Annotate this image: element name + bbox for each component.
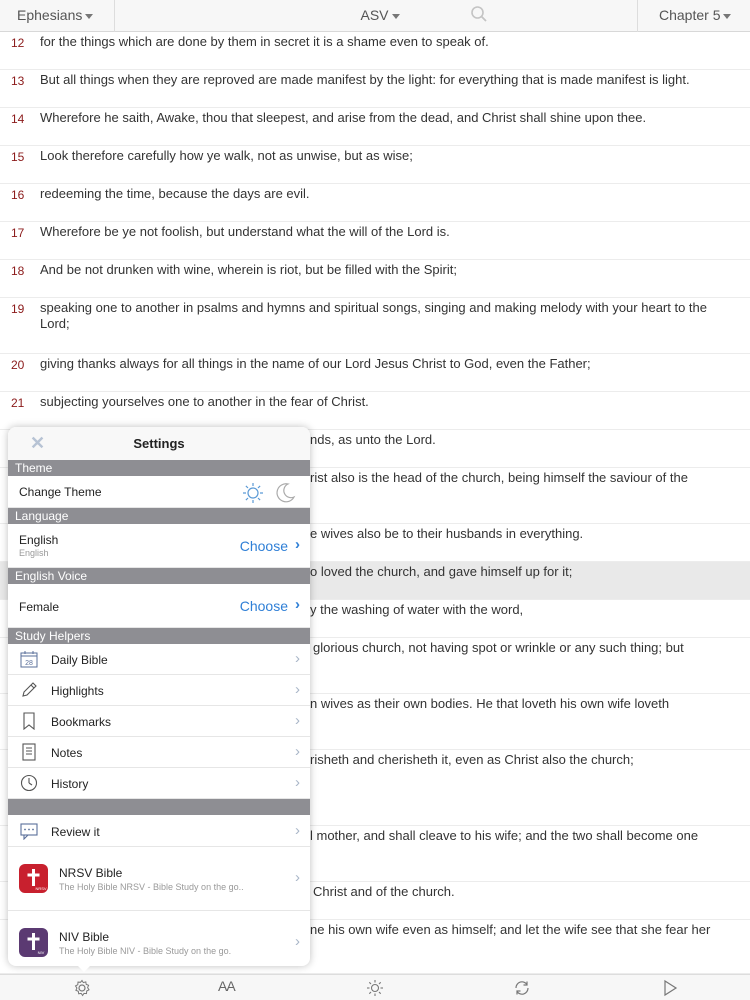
verse-row[interactable]	[0, 392, 750, 430]
bookmarks-row[interactable]	[8, 706, 310, 737]
daily-bible-label: Daily Bible	[51, 653, 108, 667]
chevron-down-icon	[85, 14, 93, 19]
language-label: English	[19, 533, 59, 547]
chapter-selector[interactable]	[637, 0, 750, 32]
popover-arrow	[76, 964, 92, 972]
calendar-day: 28	[25, 660, 33, 667]
verse-number: 17	[11, 226, 25, 240]
cross-icon	[19, 864, 48, 893]
chevron-right-icon: ›	[295, 822, 300, 839]
verse-text: l mother, and shall cleave to his wife; and the two shall become one	[310, 828, 699, 843]
section-theme: Theme	[8, 460, 310, 476]
moon-icon[interactable]	[274, 482, 296, 504]
version-selector[interactable]	[340, 0, 420, 32]
cross-icon	[19, 928, 48, 957]
notes-label: Notes	[51, 746, 83, 760]
verse-number: 15	[11, 150, 25, 164]
play-icon[interactable]	[662, 979, 678, 997]
section-language: Language	[8, 508, 310, 524]
pencil-icon	[20, 681, 38, 699]
chevron-right-icon: ›	[295, 712, 300, 729]
voice-row[interactable]	[8, 584, 310, 628]
history-row[interactable]	[8, 768, 310, 799]
verse-row[interactable]	[0, 146, 750, 184]
verse-text: And be not drunken with wine, wherein is riot, but be filled with the Spirit;	[40, 262, 457, 277]
app-row-nrsv[interactable]	[8, 847, 310, 911]
close-icon[interactable]: ✕	[30, 433, 46, 453]
niv-title: NIV Bible	[59, 930, 110, 944]
verse-number: 16	[11, 188, 25, 202]
verse-row[interactable]	[0, 184, 750, 222]
verse-text: glorious church, not having spot or wrinkle or any such thing; but	[313, 640, 684, 655]
verse-text: Christ and of the church.	[313, 884, 455, 899]
chevron-right-icon: ›	[295, 650, 300, 667]
verse-text: n wives as their own bodies. He that loveth his own wife loveth	[310, 696, 670, 711]
verse-number: 18	[11, 264, 25, 278]
verse-row[interactable]	[0, 108, 750, 146]
verse-row[interactable]	[0, 260, 750, 298]
nrsv-badge: NRSV	[35, 886, 47, 891]
daily-bible-row[interactable]	[8, 644, 310, 675]
bottom-toolbar	[0, 974, 750, 1000]
verse-row[interactable]	[0, 298, 750, 354]
niv-bible-icon	[19, 928, 48, 957]
notes-icon	[20, 743, 38, 761]
verse-text: rist also is the head of the church, being himself the saviour of the	[310, 470, 688, 485]
bookmarks-label: Bookmarks	[51, 715, 112, 729]
clock-icon	[20, 774, 38, 792]
verse-text: giving thanks always for all things in the name of our Lord Jesus Christ to God, even the Father;	[40, 356, 591, 371]
version-label: ASV	[360, 7, 389, 23]
calendar-icon	[20, 650, 38, 668]
verse-text: Look therefore carefully how ye walk, not as unwise, but as wise;	[40, 148, 413, 163]
settings-header	[8, 427, 310, 460]
book-selector[interactable]	[0, 0, 115, 32]
section-voice: English Voice	[8, 568, 310, 584]
section-study-helpers: Study Helpers	[8, 628, 310, 644]
chevron-right-icon: ›	[295, 596, 300, 613]
verse-text: o loved the church, and gave himself up for it;	[310, 564, 573, 579]
notes-row[interactable]	[8, 737, 310, 768]
chevron-right-icon: ›	[295, 869, 300, 886]
highlights-label: Highlights	[51, 684, 104, 698]
chapter-label: Chapter 5	[659, 7, 721, 23]
chevron-right-icon: ›	[295, 774, 300, 791]
verse-number: 21	[11, 396, 25, 410]
book-label: Ephesians	[17, 7, 83, 23]
font-size-button[interactable]: AA	[218, 978, 235, 994]
verse-text: nds, as unto the Lord.	[310, 432, 436, 447]
settings-title: Settings	[133, 436, 185, 451]
verse-text: ne his own wife even as himself; and let the wife see that she fear her	[310, 922, 711, 937]
verse-text: e wives also be to their husbands in everything.	[310, 526, 584, 541]
niv-subtitle: The Holy Bible NIV - Bible Study on the go.	[59, 946, 232, 956]
verse-number: 14	[11, 112, 25, 126]
verse-row[interactable]	[0, 70, 750, 108]
niv-badge: NIV	[37, 950, 45, 955]
verse-text: Wherefore he saith, Awake, thou that sleepest, and arise from the dead, and Christ shall shine upon thee.	[40, 110, 647, 125]
sun-icon[interactable]	[242, 482, 264, 504]
chevron-down-icon	[392, 14, 400, 19]
app-row-niv[interactable]	[8, 911, 310, 966]
verse-text: risheth and cherisheth it, even as Christ also the church;	[310, 752, 634, 767]
brightness-icon[interactable]	[366, 979, 384, 997]
highlights-row[interactable]	[8, 675, 310, 706]
verse-row[interactable]	[0, 222, 750, 260]
verse-row[interactable]	[0, 354, 750, 392]
chevron-right-icon: ›	[295, 743, 300, 760]
verse-text: subjecting yourselves one to another in the fear of Christ.	[40, 394, 369, 409]
verse-row[interactable]	[0, 32, 750, 70]
change-theme-row	[8, 476, 310, 508]
language-choose[interactable]: Choose	[239, 538, 288, 554]
sync-icon[interactable]	[513, 979, 531, 997]
voice-choose[interactable]: Choose	[239, 598, 288, 614]
review-label: Review it	[51, 825, 100, 839]
nrsv-subtitle: The Holy Bible NRSV - Bible Study on the go..	[59, 882, 244, 892]
chevron-down-icon	[723, 14, 731, 19]
nrsv-bible-icon	[19, 864, 48, 893]
verse-number: 20	[11, 358, 25, 372]
verse-number: 19	[11, 302, 25, 316]
nrsv-title: NRSV Bible	[59, 866, 123, 880]
review-row[interactable]	[8, 815, 310, 847]
language-sub: English	[19, 548, 49, 558]
verse-number: 13	[11, 74, 25, 88]
review-chat-icon	[20, 822, 38, 840]
gear-icon[interactable]	[73, 979, 91, 997]
language-row[interactable]	[8, 524, 310, 568]
search-icon[interactable]	[470, 0, 492, 32]
settings-popover	[8, 427, 310, 966]
history-label: History	[51, 777, 89, 791]
chevron-right-icon: ›	[295, 933, 300, 950]
voice-label: Female	[19, 600, 60, 614]
verse-text: redeeming the time, because the days are evil.	[40, 186, 310, 201]
verse-text: speaking one to another in psalms and hymns and spiritual songs, singing and making melody with your heart to the Lord;	[40, 300, 707, 331]
verse-text: y the washing of water with the word,	[310, 602, 524, 617]
change-theme-label: Change Theme	[19, 485, 102, 499]
verse-number: 12	[11, 36, 25, 50]
top-bar	[0, 0, 750, 32]
verse-text: for the things which are done by them in secret it is a shame even to speak of.	[40, 34, 489, 49]
verse-text: Wherefore be ye not foolish, but understand what the will of the Lord is.	[40, 224, 450, 239]
section-separator	[8, 799, 310, 815]
chevron-right-icon: ›	[295, 681, 300, 698]
bookmark-icon	[20, 712, 38, 730]
chevron-right-icon: ›	[295, 536, 300, 553]
verse-text: But all things when they are reproved are made manifest by the light: for everything that is made manifest is light.	[40, 72, 690, 87]
